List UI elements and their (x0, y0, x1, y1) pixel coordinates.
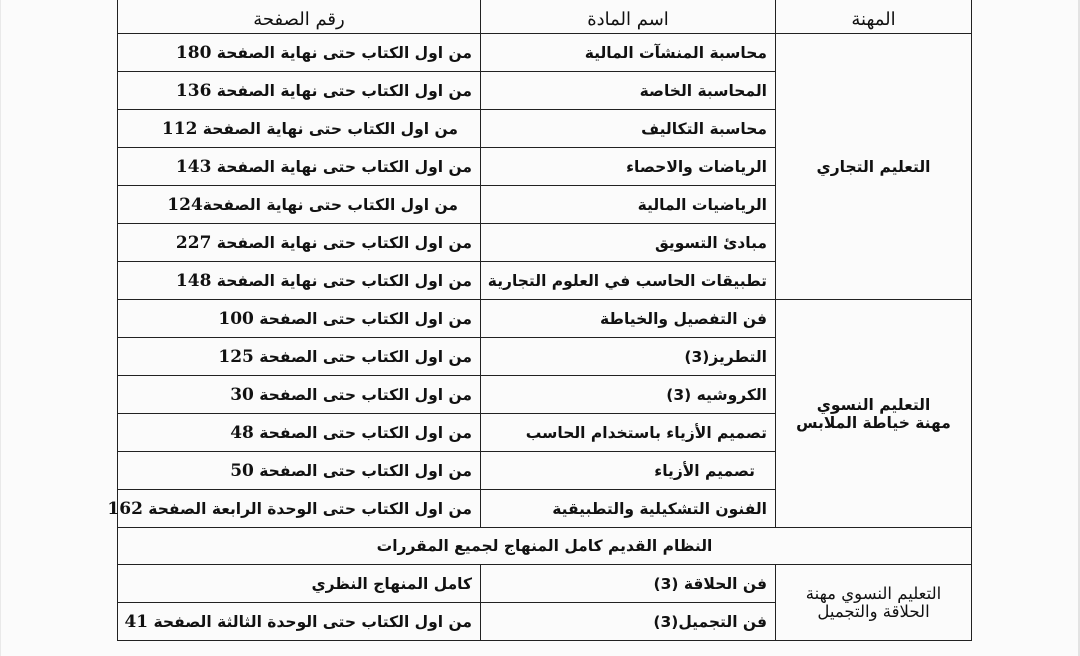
subject-cell: الفنون التشكيلية والتطبيقية (481, 490, 776, 528)
subject-cell: المحاسبة الخاصة (481, 72, 776, 110)
subject-cell: الرياضات والاحصاء (481, 148, 776, 186)
page-cell: من اول الكتاب حتى الصفحة 30 (118, 376, 481, 414)
header-page: رقم الصفحة (118, 0, 481, 34)
page-cell: من اول الكتاب حتى الصفحة 50 (118, 452, 481, 490)
subject-cell: التطريز(3) (481, 338, 776, 376)
subject-cell: الرياضيات المالية (481, 186, 776, 224)
page-cell: من اول الكتاب حتى الصفحة 100 (118, 300, 481, 338)
page-cell: من اول الكتاب حتى نهاية الصفحة124 (118, 186, 481, 224)
page-cell: من اول الكتاب حتى الصفحة 48 (118, 414, 481, 452)
table-row (118, 528, 972, 565)
profession-commercial: التعليم التجاري (776, 34, 972, 300)
subject-cell: فن التجميل(3) (481, 603, 776, 641)
subject-cell: محاسبة المنشآت المالية (481, 34, 776, 72)
profession-hairdressing: التعليم النسوي مهنة الحلاقة والتجميل (776, 565, 972, 641)
page-cell: من اول الكتاب حتى نهاية الصفحة 227 (118, 224, 481, 262)
page-cell: من اول الكتاب حتى نهاية الصفحة 136 (118, 72, 481, 110)
old-system-note: النظام القديم كامل المنهاج لجميع المقررات (118, 528, 972, 565)
table-row (118, 34, 972, 72)
page-cell: من اول الكتاب حتى الوحدة الرابعة الصفحة 162 (118, 490, 481, 528)
subject-cell: فن الحلاقة (3) (481, 565, 776, 603)
subject-cell: تصميم الأزياء باستخدام الحاسب (481, 414, 776, 452)
page-cell: من اول الكتاب حتى نهاية الصفحة 148 (118, 262, 481, 300)
page-cell: من اول الكتاب حتى الوحدة الثالثة الصفحة 41 (118, 603, 481, 641)
page-cell: من اول الكتاب حتى الصفحة 125 (118, 338, 481, 376)
page-edge-left (0, 0, 1, 656)
header-subject: اسم المادة (481, 0, 776, 34)
page-cell: من اول الكتاب حتى نهاية الصفحة 112 (118, 110, 481, 148)
subject-cell: تطبيقات الحاسب في العلوم التجارية (481, 262, 776, 300)
page-cell: كامل المنهاج النظري (118, 565, 481, 603)
subject-cell: محاسبة التكاليف (481, 110, 776, 148)
page-cell: من اول الكتاب حتى نهاية الصفحة 180 (118, 34, 481, 72)
curriculum-table (107, 0, 972, 641)
subject-cell: مبادئ التسويق (481, 224, 776, 262)
subject-cell: تصميم الأزياء (481, 452, 776, 490)
table-row (118, 300, 972, 338)
header-profession: المهنة (776, 0, 972, 34)
profession-sewing: التعليم النسوي مهنة خياطة الملابس (776, 300, 972, 528)
subject-cell: الكروشيه (3) (481, 376, 776, 414)
header-row (118, 0, 972, 34)
table-row (118, 565, 972, 603)
subject-cell: فن التفصيل والخياطة (481, 300, 776, 338)
page-cell: من اول الكتاب حتى نهاية الصفحة 143 (118, 148, 481, 186)
